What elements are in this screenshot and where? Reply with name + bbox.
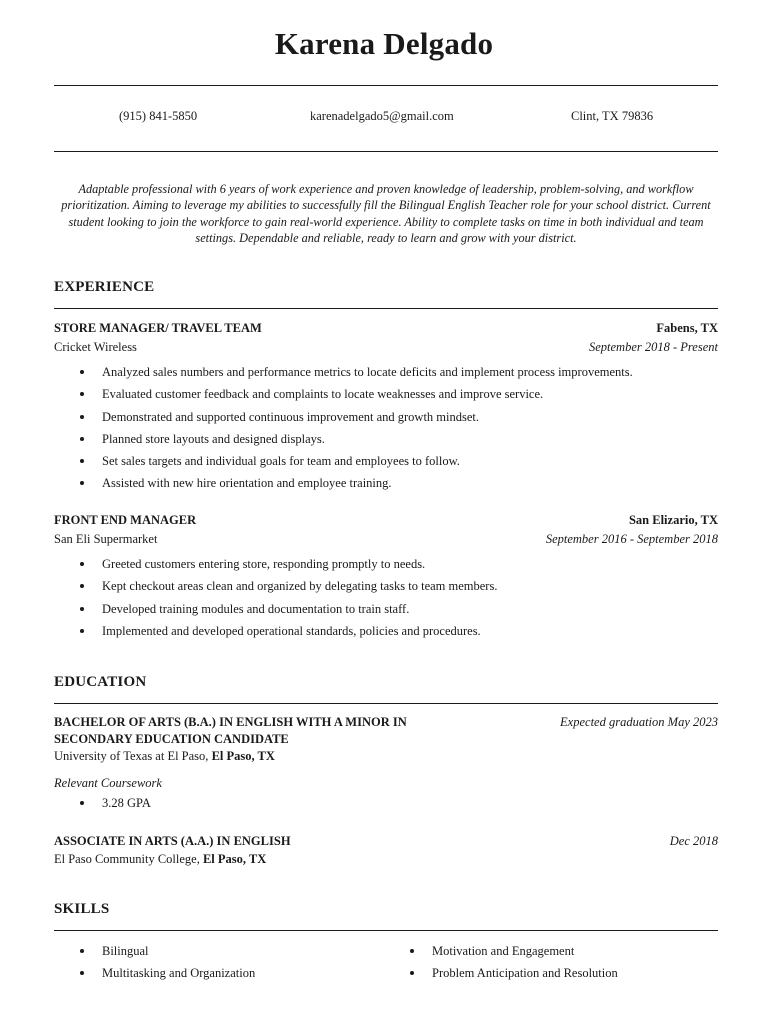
job-dates: September 2016 - September 2018 <box>545 532 718 546</box>
job-company: San Eli Supermarket <box>54 532 158 546</box>
education-entry <box>54 714 718 814</box>
duty-text: Assisted with new hire orientation and employee training. <box>102 476 392 491</box>
bullet-icon <box>80 392 84 396</box>
skills-column-left <box>54 940 384 985</box>
coursework-label: Relevant Coursework <box>54 776 162 790</box>
bullet-icon <box>80 481 84 485</box>
location: Clint, TX 79836 <box>571 109 654 123</box>
list-item <box>54 428 718 450</box>
list-item <box>54 553 718 575</box>
job-duties-list <box>54 361 718 495</box>
job-role: STORE MANAGER/ TRAVEL TEAM <box>54 321 262 335</box>
coursework-item: 3.28 GPA <box>102 796 151 810</box>
list-item <box>54 962 384 984</box>
list-item <box>54 450 718 472</box>
school-name: University of Texas at El Paso, <box>54 749 209 763</box>
job-dates: September 2018 - Present <box>588 340 718 354</box>
bullet-icon <box>80 459 84 463</box>
school-name: El Paso Community College, <box>54 851 200 866</box>
list-item <box>54 620 718 642</box>
job-location: Fabens, TX <box>656 321 718 335</box>
school-line <box>54 747 718 765</box>
bullet-icon <box>410 949 414 953</box>
list-item <box>54 383 718 405</box>
bullet-icon <box>80 415 84 419</box>
education-entry <box>54 833 718 868</box>
header-top-divider <box>54 85 718 86</box>
graduation-date: Dec 2018 <box>669 834 718 848</box>
coursework-list <box>54 792 718 814</box>
bullet-icon <box>80 437 84 441</box>
duty-text: Planned store layouts and designed displays. <box>102 431 325 446</box>
job-role: FRONT END MANAGER <box>54 513 197 527</box>
skills-column-right <box>384 940 714 985</box>
bullet-icon <box>80 949 84 953</box>
graduation-date: Expected graduation May 2023 <box>560 715 718 729</box>
education-divider <box>54 703 718 704</box>
degree-title: BACHELOR OF ARTS (B.A.) IN ENGLISH WITH A MINOR IN SECONDARY EDUCATION CANDIDATE <box>54 715 407 746</box>
list-item <box>54 940 384 962</box>
section-title-education: EDUCATION <box>54 674 147 690</box>
job-entry <box>54 319 718 495</box>
skill-text: Problem Anticipation and Resolution <box>432 966 618 981</box>
list-item <box>54 406 718 428</box>
bullet-icon <box>80 607 84 611</box>
section-title-experience: EXPERIENCE <box>54 279 155 295</box>
job-company: Cricket Wireless <box>54 340 137 354</box>
contact-bar <box>54 109 718 127</box>
duty-text: Greeted customers entering store, responding promptly to needs. <box>102 557 426 571</box>
list-item <box>54 361 718 383</box>
candidate-name: Karena Delgado <box>274 26 494 61</box>
school-line <box>54 850 718 868</box>
bullet-icon <box>80 971 84 975</box>
skill-text: Multitasking and Organization <box>102 966 256 981</box>
list-item <box>54 792 718 814</box>
bullet-icon <box>80 629 84 633</box>
duty-text: Demonstrated and supported continuous improvement and growth mindset. <box>102 409 480 424</box>
school-city: El Paso, TX <box>211 749 275 763</box>
list-item <box>54 575 718 597</box>
email-address: karenadelgado5@gmail.com <box>310 109 454 123</box>
job-duties-list <box>54 553 718 642</box>
list-item <box>54 472 718 494</box>
header-bottom-divider <box>54 151 718 152</box>
list-item <box>384 940 714 962</box>
list-item <box>384 962 714 984</box>
job-entry <box>54 511 718 642</box>
skills-divider <box>54 930 718 931</box>
duty-text: Evaluated customer feedback and complaints to locate weaknesses and improve service. <box>102 387 544 402</box>
duty-text: Developed training modules and documentation to train staff. <box>102 601 410 616</box>
section-title-skills: SKILLS <box>54 901 110 917</box>
school-city: El Paso, TX <box>202 851 267 866</box>
skill-text: Bilingual <box>102 944 149 958</box>
phone-number: (915) 841-5850 <box>119 109 198 123</box>
duty-text: Set sales targets and individual goals for team and employees to follow. <box>102 454 460 469</box>
duty-text: Analyzed sales numbers and performance metrics to locate deficits and implement process improvements. <box>102 365 633 379</box>
bullet-icon <box>80 584 84 588</box>
degree-title: ASSOCIATE IN ARTS (A.A.) IN ENGLISH <box>54 834 291 848</box>
job-location: San Elizario, TX <box>628 513 718 527</box>
bullet-icon <box>80 562 84 566</box>
list-item <box>54 598 718 620</box>
bullet-icon <box>410 971 414 975</box>
professional-summary: Adaptable professional with 6 years of work experience and proven knowledge of leadership, problem-solving, and workflow prioritization. Aiming to leverage my abilities to successfully fill the Bilingual English Teacher role for your school district. Current student looking to join the workforce to gain real-world experience. Ability to complete tasks on time in both individual and team settings. Dependable and reliable, ready to learn and grow with your district. <box>61 182 711 245</box>
duty-text: Kept checkout areas clean and organized by delegating tasks to team members. <box>102 579 498 594</box>
experience-divider <box>54 308 718 309</box>
skill-text: Motivation and Engagement <box>432 944 575 958</box>
bullet-icon <box>80 801 84 805</box>
bullet-icon <box>80 370 84 374</box>
duty-text: Implemented and developed operational standards, policies and procedures. <box>102 623 481 638</box>
